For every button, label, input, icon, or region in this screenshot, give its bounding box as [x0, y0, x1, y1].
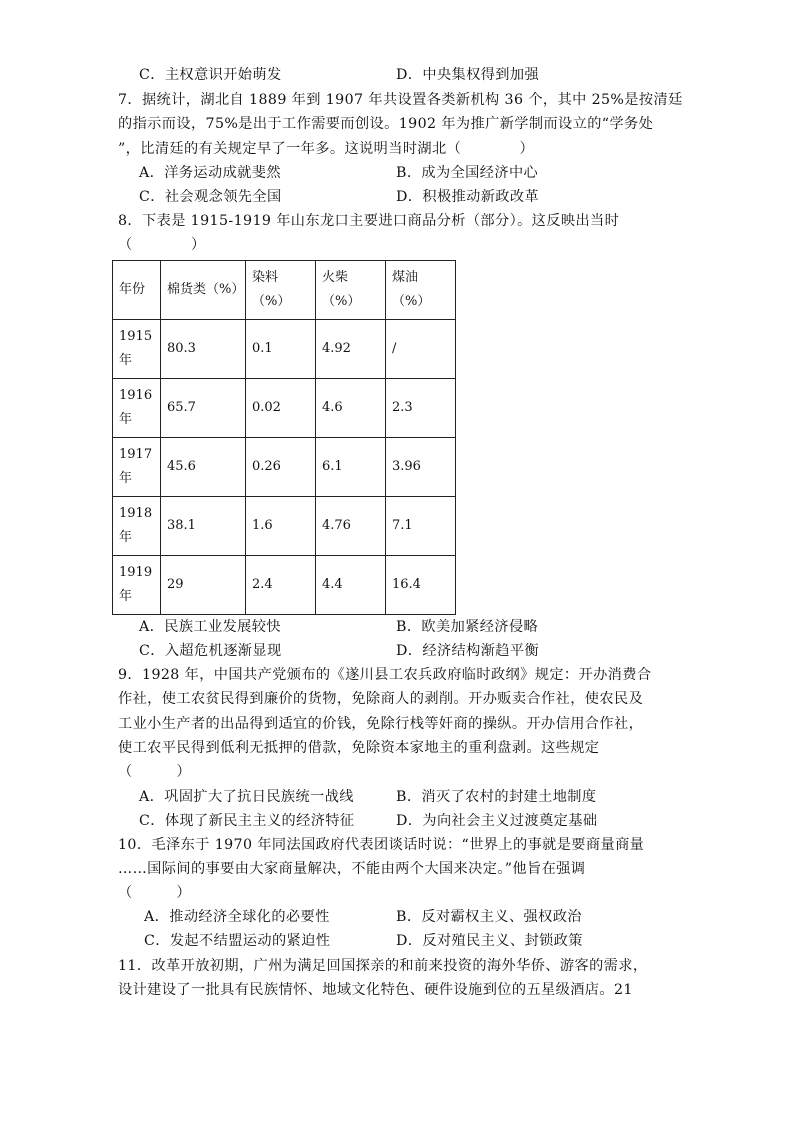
- table-cell: 2.3: [386, 379, 456, 438]
- table-row: [113, 497, 456, 556]
- q9-stem-line: 作社，使工农贫民得到廉价的货物，免除商人的剥削。开办贩卖合作社，使农民及: [118, 691, 644, 707]
- q10-option-c: C．发起不结盟运动的紧迫性: [144, 933, 331, 949]
- q10-stem-line: 10．毛泽东于 1970 年同法国政府代表团谈话时说：“世界上的事就是要商量商量: [118, 837, 645, 853]
- q8-option-d: D．经济结构渐趋平衡: [396, 643, 540, 659]
- table-cell: 80.3: [161, 320, 246, 379]
- table-cell: 1916年: [113, 379, 161, 438]
- table-header-cell: 煤油（%）: [386, 261, 456, 320]
- q9-option-d: D．为向社会主义过渡奠定基础: [396, 813, 598, 829]
- table-row: [113, 556, 456, 615]
- table-cell: 38.1: [161, 497, 246, 556]
- q7-stem-line: 7．据统计，湖北自 1889 年到 1907 年共设置各类新机构 36 个，其中 25%是按清廷: [118, 92, 683, 108]
- table-row: [113, 379, 456, 438]
- q10-stem-line: （ ）: [118, 885, 191, 901]
- table-cell: 0.02: [246, 379, 316, 438]
- q7-option-d: D．积极推动新政改革: [396, 189, 540, 205]
- q8-option-a: A．民族工业发展较快: [139, 619, 281, 635]
- table-row: [113, 320, 456, 379]
- q11-stem-line: 设计建设了一批具有民族情怀、地域文化特色、硬件设施到位的五星级酒店。21: [118, 982, 633, 998]
- q8-stem-line: （ ）: [118, 237, 206, 253]
- table-cell: 1917年: [113, 438, 161, 497]
- q10-stem-line: ……国际间的事要由大家商量解决，不能由两个大国来决定。”他旨在强调: [118, 861, 586, 877]
- q9-stem-line: 使工农平民得到低利无抵押的借款，免除资本家地主的重利盘剥。这些规定: [118, 740, 600, 756]
- table-cell: 0.26: [246, 438, 316, 497]
- q9-stem-line: 工业小生产者的出品得到适宜的价钱，免除行栈等奸商的操纵。开办信用合作社，: [118, 716, 644, 732]
- table-cell: 1915年: [113, 320, 161, 379]
- q9-option-b: B．消灭了农村的封建土地制度: [396, 789, 597, 805]
- q8-stem-line: 8．下表是 1915-1919 年山东龙口主要进口商品分析（部分）。这反映出当时: [118, 213, 620, 229]
- table-header-cell: 火柴（%）: [316, 261, 386, 320]
- q6-option-c: C．主权意识开始萌发: [139, 67, 282, 83]
- table-cell: 29: [161, 556, 246, 615]
- q10-option-b: B．反对霸权主义、强权政治: [396, 909, 582, 925]
- table-cell: 65.7: [161, 379, 246, 438]
- q10-option-d: D．反对殖民主义、封锁政策: [396, 933, 583, 949]
- q9-option-a: A．巩固扩大了抗日民族统一战线: [139, 789, 354, 805]
- table-cell: 7.1: [386, 497, 456, 556]
- q11-stem-line: 11．改革开放初期，广州为满足回国探亲的和前来投资的海外华侨、游客的需求，: [118, 958, 648, 974]
- table-cell: 1918年: [113, 497, 161, 556]
- q10-option-a: A．推动经济全球化的必要性: [144, 909, 330, 925]
- table-cell: 1919年: [113, 556, 161, 615]
- q9-stem-line: 9．1928 年，中国共产党颁布的《遂川县工农兵政府临时政纲》规定：开办消费合: [118, 667, 652, 683]
- table-cell: 16.4: [386, 556, 456, 615]
- q8-option-c: C．入超危机逐渐显现: [139, 643, 282, 659]
- q9-option-c: C．体现了新民主主义的经济特征: [139, 813, 355, 829]
- table-header-cell: 棉货类（%）: [161, 261, 246, 320]
- q7-option-b: B．成为全国经济中心: [396, 165, 539, 181]
- table-cell: 3.96: [386, 438, 456, 497]
- q6-option-d: D．中央集权得到加强: [396, 67, 540, 83]
- table-cell: /: [386, 320, 456, 379]
- table-row: [113, 438, 456, 497]
- table-cell: 4.76: [316, 497, 386, 556]
- table-header-cell: 染料（%）: [246, 261, 316, 320]
- q7-stem-line: 的指示而设，75%是出于工作需要而创设。1902 年为推广新学制而设立的“学务处: [118, 116, 654, 132]
- import-goods-table: [112, 260, 456, 615]
- table-cell: 4.6: [316, 379, 386, 438]
- q9-stem-line: （ ）: [118, 764, 191, 780]
- table-cell: 1.6: [246, 497, 316, 556]
- table-header-cell: 年份: [113, 261, 161, 320]
- table-cell: 2.4: [246, 556, 316, 615]
- q7-option-c: C．社会观念领先全国: [139, 189, 282, 205]
- table-header-row: [113, 261, 456, 320]
- table-cell: 4.4: [316, 556, 386, 615]
- q8-option-b: B．欧美加紧经济侵略: [396, 619, 539, 635]
- q7-option-a: A．洋务运动成就斐然: [139, 165, 281, 181]
- table-cell: 4.92: [316, 320, 386, 379]
- table-cell: 0.1: [246, 320, 316, 379]
- q7-stem-line: ”，比清廷的有关规定早了一年多。这说明当时湖北（ ）: [118, 141, 535, 157]
- table-cell: 45.6: [161, 438, 246, 497]
- table-cell: 6.1: [316, 438, 386, 497]
